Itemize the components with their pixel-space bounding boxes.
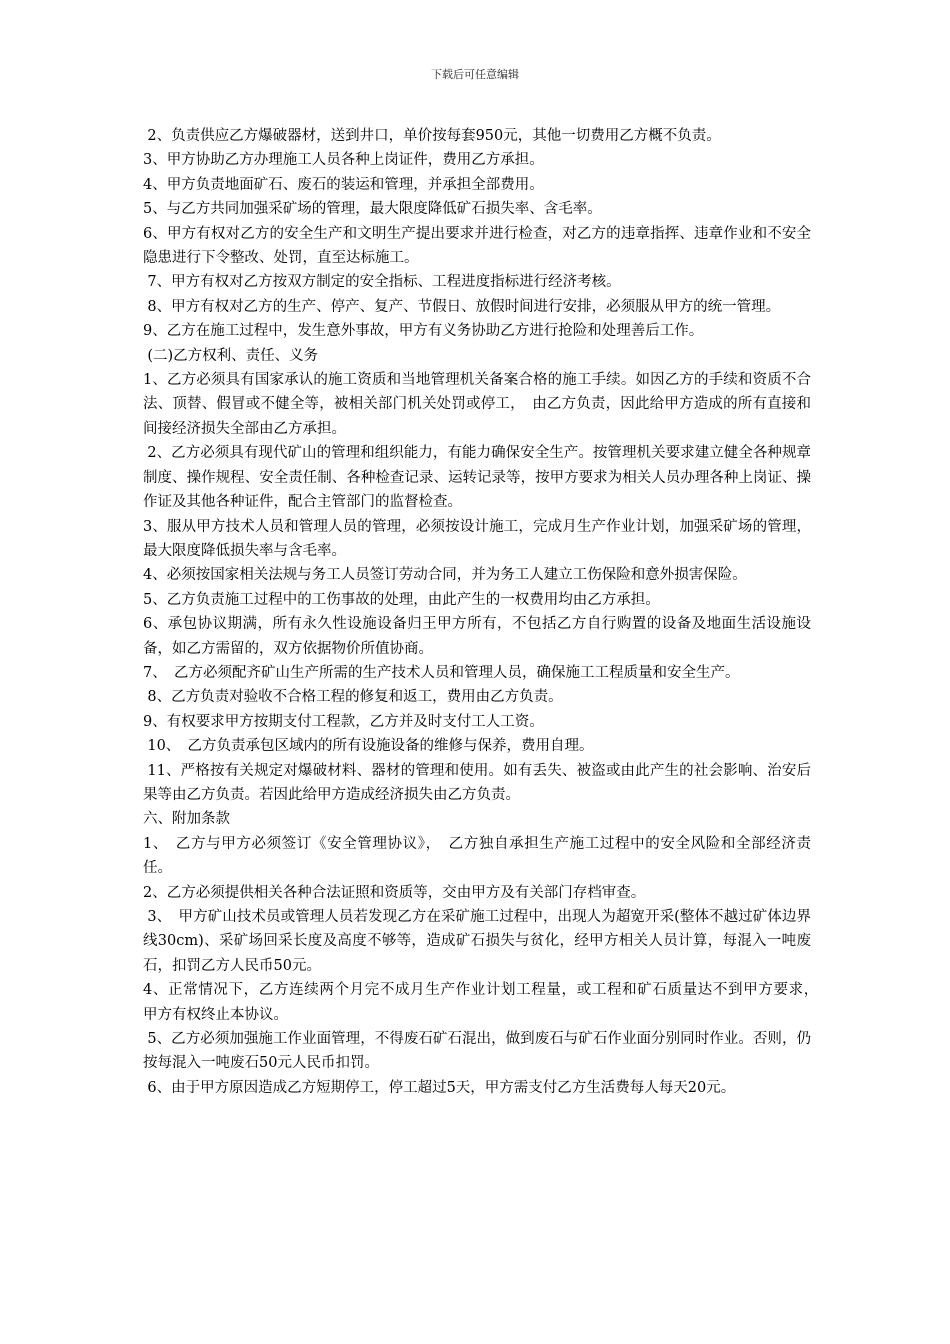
paragraph: 3、 甲方矿山技术员或管理人员若发现乙方在采矿施工过程中，出现人为超宽开采(整体不越过矿体边界线30cm)、采矿场回采长度及高度不够等，造成矿石损失与贫化，经甲方相关人员计算，每混入一吨废石，扣罚乙方人民币50元。 bbox=[143, 909, 811, 974]
paragraph: 2、负责供应乙方爆破器材，送到井口，单价按每套950元，其他一切费用乙方概不负责。 bbox=[147, 128, 721, 144]
paragraph: 5、乙方负责施工过程中的工伤事故的处理，由此产生的一权费用均由乙方承担。 bbox=[143, 591, 660, 608]
paragraph: 7、甲方有权对乙方按双方制定的安全指标、工程进度指标进行经济考核。 bbox=[147, 274, 621, 291]
paragraph: 6、承包协议期满，所有永久性设施设备归王甲方所有，不包括乙方自行购置的设备及地面生活设施设备，如乙方需留的，双方依据物价所值协商。 bbox=[143, 616, 811, 657]
paragraph: 3、甲方协助乙方办理施工人员各种上岗证件，费用乙方承担。 bbox=[143, 152, 544, 169]
paragraph: 7、 乙方必须配齐矿山生产所需的生产技术人员和管理人员，确保施工工程质量和安全生产。 bbox=[143, 664, 740, 681]
paragraph: 8、甲方有权对乙方的生产、停产、复产、节假日、放假时间进行安排，必须服从甲方的统一管理。 bbox=[147, 298, 781, 315]
paragraph: 4、必须按国家相关法规与务工人员签订劳动合同，并为务工人建立工伤保险和意外损害保险。 bbox=[143, 567, 747, 584]
paragraph: 11、严格按有关规定对爆破材料、器材的管理和使用。如有丢失、被盗或由此产生的社会影响、治安后果等由乙方负责。若因此给甲方造成经济损失由乙方负责。 bbox=[143, 762, 811, 803]
paragraph: 4、甲方负责地面矿石、废石的装运和管理，并承担全部费用。 bbox=[143, 176, 544, 193]
paragraph: 5、与乙方共同加强采矿场的管理，最大限度降低矿石损失率、含毛率。 bbox=[143, 201, 602, 218]
paragraph: 3、服从甲方技术人员和管理人员的管理，必须按设计施工，完成月生产作业计划，加强采矿场的管理，最大限度降低损失率与含毛率。 bbox=[143, 518, 811, 559]
paragraph: 2、乙方必须具有现代矿山的管理和组织能力，有能力确保安全生产。按管理机关要求建立健全各种规章制度、操作规程、安全责任制、各种检查记录、运转记录等，按甲方要求为相关人员办理各种上岗证、操作证及其他各种证件，配合主管部门的监督检查。 bbox=[143, 445, 811, 511]
paragraph: 9、乙方在施工过程中，发生意外事故，甲方有义务协助乙方进行抢险和处理善后工作。 bbox=[143, 323, 704, 340]
paragraph: 4、正常情况下，乙方连续两个月完不成月生产作业计划工程量，或工程和矿石质量达不到甲方要求， 甲方有权终止本协议。 bbox=[143, 982, 826, 1023]
paragraph: 6、甲方有权对乙方的安全生产和文明生产提出要求并进行检查，对乙方的违章指挥、违章作业和不安全隐患进行下令整改、处罚，直至达标施工。 bbox=[143, 225, 811, 267]
paragraph: 6、由于甲方原因造成乙方短期停工，停工超过5天，甲方需支付乙方生活费每人每天20元。 bbox=[147, 1079, 736, 1096]
paragraph: 8、乙方负责对验收不合格工程的修复和返工，费用由乙方负责。 bbox=[147, 689, 563, 706]
paragraph: 1、乙方必须具有国家承认的施工资质和当地管理机关备案合格的施工手续。如因乙方的手续和资质不合法、顶替、假冒或不健全等，被相关部门机关处罚或停工， 由乙方负责，因此给甲方造成的所有直接和间接经济损失全部由乙方承担。 bbox=[143, 372, 811, 437]
document-body bbox=[143, 124, 826, 1100]
paragraph: 9、有权要求甲方按期支付工程款，乙方并及时支付工人工资。 bbox=[143, 713, 544, 730]
paragraph: 2、乙方必须提供相关各种合法证照和资质等，交由甲方及有关部门存档审查。 bbox=[143, 884, 646, 901]
paragraph: (二)乙方权利、责任、义务 bbox=[147, 347, 319, 364]
paragraph: 10、 乙方负责承包区域内的所有设施设备的维修与保养，费用自理。 bbox=[147, 738, 594, 755]
page-header: 下载后可任意编辑 bbox=[431, 68, 519, 81]
paragraph: 5、乙方必须加强施工作业面管理，不得废石矿石混出，做到废石与矿石作业面分别同时作业。否则，仍按每混入一吨废石50元人民币扣罚。 bbox=[143, 1031, 811, 1072]
paragraph: 1、 乙方与甲方必须签订《安全管理协议》， 乙方独自承担生产施工过程中的安全风险和全部经济责任。 bbox=[143, 835, 811, 877]
paragraph: 六、附加条款 bbox=[143, 811, 230, 828]
